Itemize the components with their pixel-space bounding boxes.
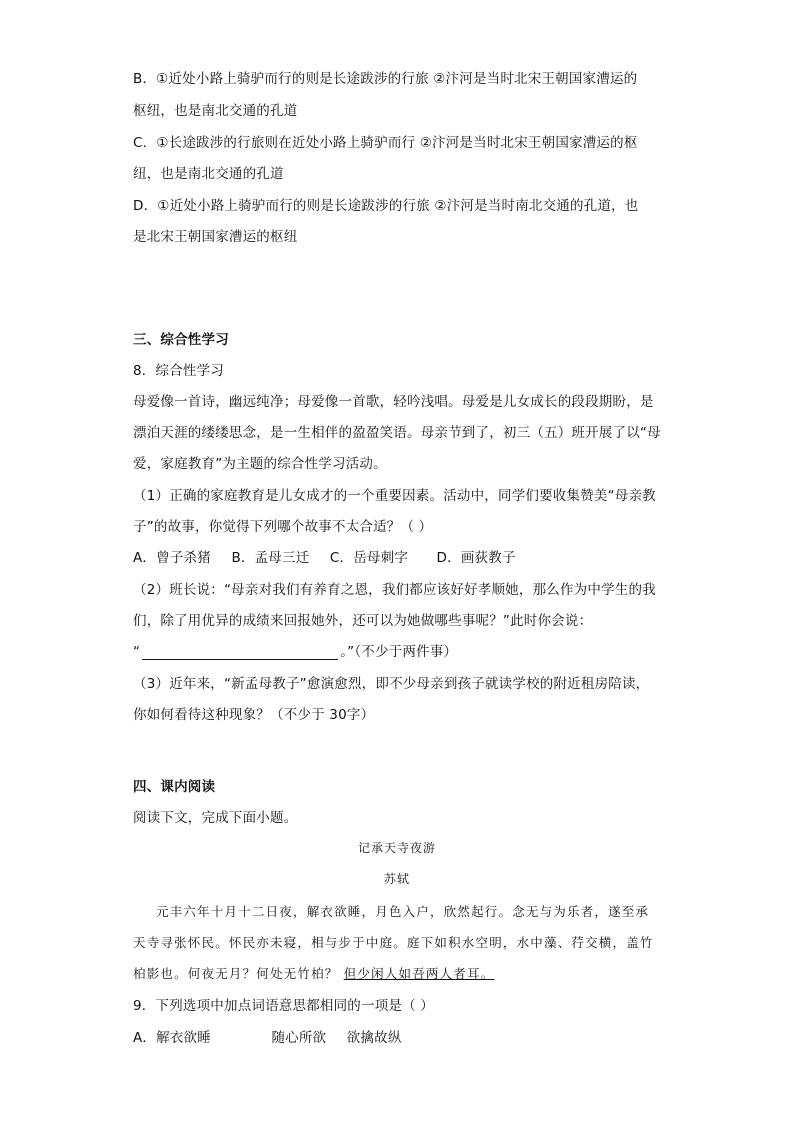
q8-part3-line1: （3）近年来，“新孟母教子”愈演愈烈，即不少母亲到孩子就读学校的附近租房陪读，	[133, 676, 650, 692]
reading-instruction: 阅读下文，完成下面小题。	[133, 810, 298, 826]
option-b: B．孟母三迁	[231, 550, 310, 566]
q8-intro-line2: 漂泊天涯的缕缕思念，是一生相伴的盈盈笑语。母亲节到了，初三（五）班开展了以“母	[133, 425, 661, 441]
poem-line2: 天寺寻张怀民。怀民亦未寝，相与步于中庭。庭下如积水空明，水中藻、荇交横，盖竹	[133, 935, 654, 950]
section3-heading: 三、综合性学习	[133, 332, 229, 348]
q8-part1-line1: （1）正确的家庭教育是儿女成才的一个重要因素。活动中，同学们要收集赞美“母亲教	[133, 488, 656, 504]
q9-option-a	[133, 1026, 402, 1046]
q9-stem: 9．下列选项中加点词语意思都相同的一项是（ ）	[133, 998, 434, 1014]
q8-part3-line2: 你如何看待这种现象？（不少于 30字）	[133, 707, 375, 723]
q7-option-c-line1: C．①长途跋涉的行旅则在近处小路上骑驴而行 ②汴河是当时北宋王朝国家漕运的枢	[133, 135, 638, 151]
poem-title: 记承天寺夜游	[357, 841, 436, 855]
q8-part1-options	[133, 546, 516, 566]
q8-intro-line1: 母爱像一首诗，幽远纯净；母爱像一首歌，轻吟浅唱。母爱是儿女成长的段段期盼，是	[133, 394, 654, 410]
poem-line3-text: 柏影也。何夜无月？何处无竹柏？	[133, 966, 339, 981]
poem-line1: 元丰六年十月十二日夜，解衣欲睡，月色入户，欣然起行。念无与为乐者，遂至承	[156, 904, 650, 919]
q9-option-a-word2: 随心所欲	[271, 1030, 327, 1046]
section4-heading: 四、课内阅读	[133, 779, 216, 795]
option-a: A．曾子杀猪	[133, 550, 211, 566]
q8-title: 8．综合性学习	[133, 363, 224, 379]
answer-blank[interactable]	[142, 646, 338, 660]
q8-intro-line3: 爱，家庭教育”为主题的综合性学习活动。	[133, 456, 387, 472]
poem-line3	[133, 964, 494, 982]
q8-part2-line2: 们，除了用优异的成绩来回报她外，还可以为她做哪些事呢？”此时你会说：	[133, 613, 593, 629]
q7-option-b-line1: B．①近处小路上骑驴而行的则是长途跋涉的行旅 ②汴河是当时北宋王朝国家漕运的	[133, 71, 638, 87]
q8-part1-line2: 子”的故事，你觉得下列哪个故事不太合适？（ ）	[133, 519, 433, 535]
option-c: C．岳母刺字	[329, 550, 409, 566]
q9-option-a-word1: A．解衣欲睡	[133, 1030, 211, 1046]
q7-option-d-line1: D．①近处小路上骑驴而行的则是长途跋涉的行旅 ②汴河是当时南北交通的孔道，也	[133, 198, 639, 214]
poem-author: 苏轼	[383, 872, 410, 886]
open-quote: “	[133, 644, 141, 660]
q7-option-c-line2: 纽，也是南北交通的孔道	[133, 166, 284, 182]
q7-option-d-line2: 是北宋王朝国家漕运的枢纽	[133, 229, 298, 245]
option-d: D．画荻教子	[436, 550, 516, 566]
answer-suffix: 。”（不少于两件事）	[340, 644, 458, 660]
q7-option-b-line2: 枢纽，也是南北交通的孔道	[133, 103, 298, 119]
q9-option-a-word3: 欲擒故纵	[346, 1030, 402, 1046]
poem-line3-underlined: 但少闲人如吾两人者耳。	[343, 966, 495, 981]
q8-part2-line1: （2）班长说：“母亲对我们有养育之恩，我们都应该好好孝顺她，那么作为中学生的我	[133, 582, 656, 598]
q8-part2-answer-line	[133, 640, 457, 660]
